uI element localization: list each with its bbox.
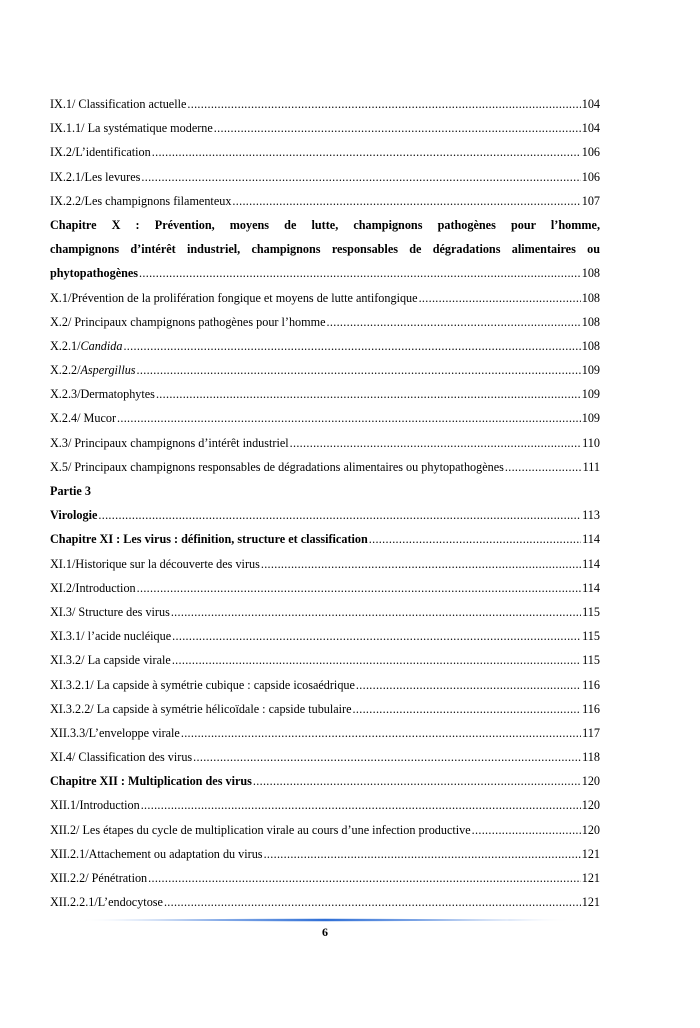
toc-entry: X.2.4/ Mucor ..... 109: [50, 406, 600, 430]
toc-entry: XII.2/ Les étapes du cycle de multiplication virale au cours d’une infection productive ..... 120: [50, 818, 600, 842]
page-number: 6: [322, 925, 328, 939]
toc-entry: XI.3/ Structure des virus ..... 115: [50, 600, 600, 624]
toc-entry: X.3/ Principaux champignons d’intérêt industriel ..... 110: [50, 431, 600, 455]
toc-group-ix: [50, 92, 600, 213]
chapter-x-heading: [50, 213, 600, 261]
chapter-x-line-2: champignons d’intérêt industriel, champignons responsables de dégradations alimentaires ou: [50, 242, 600, 257]
toc-entry-virologie: Virologie ..... 113: [50, 503, 600, 527]
toc-entry: XII.2.2.1/L’endocytose ..... 121: [50, 890, 600, 914]
toc-entry: X.5/ Principaux champignons responsables de dégradations alimentaires ou phytopathogènes ..... 111: [50, 455, 600, 479]
toc-entry: XI.3.2.2/ La capside à symétrie hélicoïdale : capside tubulaire ..... 116: [50, 697, 600, 721]
toc-entry: X.1/Prévention de la prolifération fongique et moyens de lutte antifongique ..... 108: [50, 286, 600, 310]
toc-entry: XI.3.1/ l’acide nucléique ..... 115: [50, 624, 600, 648]
toc-entry: XII.1/Introduction ..... 120: [50, 793, 600, 817]
toc-entry: XII.2.2/ Pénétration ..... 121: [50, 866, 600, 890]
chapter-xii-heading: Chapitre XII : Multiplication des virus ..... 120: [50, 769, 600, 793]
toc-entry: X.2/ Principaux champignons pathogènes pour l’homme ..... 108: [50, 310, 600, 334]
toc-entry: IX.2/L’identification ..... 106: [50, 140, 600, 164]
footer-divider: [78, 918, 572, 922]
toc-entry: IX.1.1/ La systématique moderne ..... 104: [50, 116, 600, 140]
toc-entry: XI.2/Introduction ..... 114: [50, 576, 600, 600]
toc-entry: XII.3.3/L’enveloppe virale ..... 117: [50, 721, 600, 745]
toc-entry: IX.2.2/Les champignons filamenteux ..... 107: [50, 189, 600, 213]
chapter-x-line-3: phytopathogènes ..... 108: [50, 261, 600, 285]
part-3-label: Partie 3: [50, 484, 91, 498]
toc-entry-candida: X.2.1/Candida ..... 108: [50, 334, 600, 358]
toc-entry: XII.2.1/Attachement ou adaptation du virus ..... 121: [50, 842, 600, 866]
toc-entry: XI.4/ Classification des virus ..... 118: [50, 745, 600, 769]
toc-entry: X.2.3/Dermatophytes ..... 109: [50, 382, 600, 406]
toc-entry: XI.1/Historique sur la découverte des virus ..... 114: [50, 552, 600, 576]
toc-entry: XI.3.2.1/ La capside à symétrie cubique : capside icosaédrique ..... 116: [50, 673, 600, 697]
toc-entry: IX.2.1/Les levures ..... 106: [50, 165, 600, 189]
toc-entry: XI.3.2/ La capside virale ..... 115: [50, 648, 600, 672]
chapter-xi-heading: Chapitre XI : Les virus : définition, structure et classification ..... 114: [50, 527, 600, 551]
table-of-contents: [50, 92, 600, 914]
chapter-x-line-1: Chapitre X : Prévention, moyens de lutte, champignons pathogènes pour l’homme,: [50, 217, 600, 232]
toc-entry-aspergillus: X.2.2/Aspergillus ..... 109: [50, 358, 600, 382]
toc-entry: IX.1/ Classification actuelle ..... 104: [50, 92, 600, 116]
